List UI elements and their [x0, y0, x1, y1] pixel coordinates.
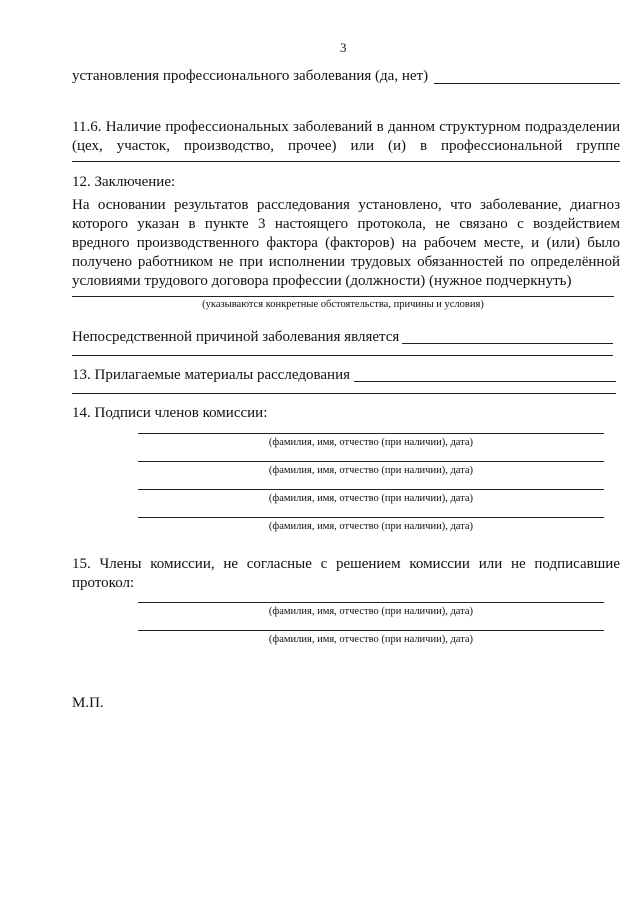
conclusion-line-5: условиями трудового договора профессии (должности) (нужное подчеркнуть) — [72, 273, 572, 289]
signature-line-3 — [138, 489, 604, 490]
signature-caption-2: (фамилия, имя, отчество (при наличии), дата) — [268, 465, 474, 476]
dissent-signature-caption-1: (фамилия, имя, отчество (при наличии), дата) — [268, 606, 474, 617]
signature-caption-1: (фамилия, имя, отчество (при наличии), дата) — [268, 437, 474, 448]
section-14-heading: 14. Подписи членов комиссии: — [72, 405, 268, 421]
signature-line-1 — [138, 433, 604, 434]
section-13-heading: 13. Прилагаемые материалы расследования — [72, 367, 350, 383]
page-number: 3 — [340, 40, 347, 55]
section-11-tail-text: установления профессионального заболевания (да, нет) — [72, 68, 429, 84]
professional-group-blank-line — [72, 161, 620, 162]
direct-cause-blank-line-2 — [72, 355, 613, 356]
section-15-line2: протокол: — [72, 575, 135, 591]
circumstances-caption: (указываются конкретные обстоятельства, причины и условия) — [202, 299, 484, 310]
answer-blank-line — [434, 83, 620, 84]
dissent-signature-caption-2: (фамилия, имя, отчество (при наличии), дата) — [268, 634, 474, 645]
direct-cause-blank-line — [402, 343, 613, 344]
conclusion-line-1: На основании результатов расследования установлено, что заболевание, диагноз — [72, 197, 620, 213]
section-11-6-line1: 11.6. Наличие профессиональных заболеваний в данном структурном подразделении — [72, 119, 620, 135]
circumstances-blank-line — [72, 296, 614, 297]
materials-blank-line-2 — [72, 393, 616, 394]
signature-line-4 — [138, 517, 604, 518]
section-15-line1: 15. Члены комиссии, не согласные с решением комиссии или не подписавшие — [72, 556, 620, 572]
conclusion-line-4: получено работником не при исполнении трудовых обязанностей по определённой — [72, 254, 620, 270]
signature-caption-3: (фамилия, имя, отчество (при наличии), дата) — [268, 493, 474, 504]
conclusion-line-2: которого указан в пункте 3 настоящего протокола, не связано с воздействием — [72, 216, 620, 232]
dissent-signature-line-2 — [138, 630, 604, 631]
section-11-6-line2: (цех, участок, производство, прочее) или (и) в профессиональной группе — [72, 138, 620, 154]
dissent-signature-line-1 — [138, 602, 604, 603]
materials-blank-line — [354, 381, 616, 382]
conclusion-line-3: вредного производственного фактора (факторов) на рабочем месте, и (или) было — [72, 235, 620, 251]
signature-line-2 — [138, 461, 604, 462]
direct-cause-label: Непосредственной причиной заболевания является — [72, 329, 400, 345]
stamp-place-label: М.П. — [72, 695, 104, 711]
section-12-heading: 12. Заключение: — [72, 174, 176, 190]
signature-caption-4: (фамилия, имя, отчество (при наличии), дата) — [268, 521, 474, 532]
